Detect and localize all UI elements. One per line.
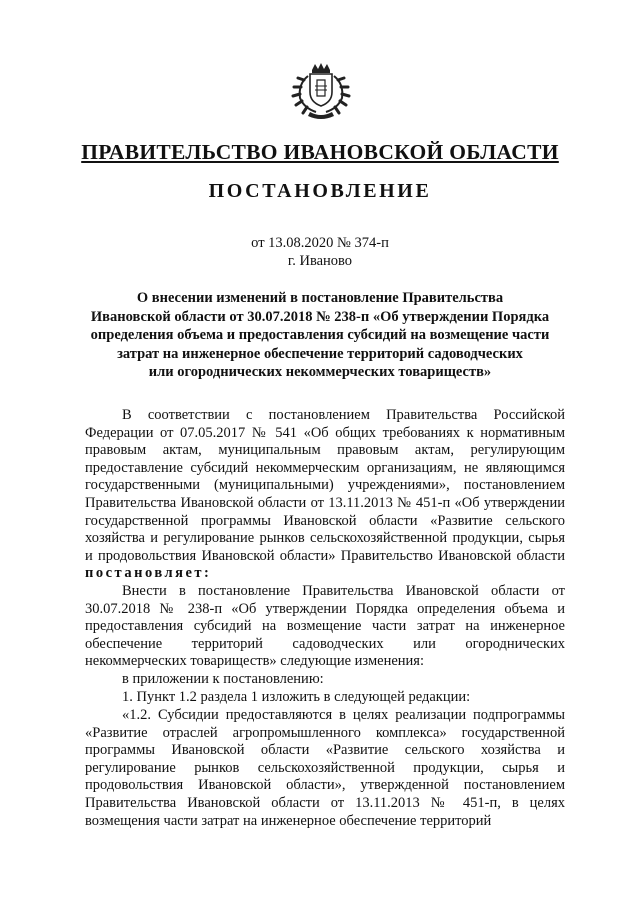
date-number: от 13.08.2020 № 374-п [251,235,389,251]
subject-line: О внесении изменений в постановление Правительства [136,290,504,306]
subject-line: или огороднических некоммерческих товариществ» [148,364,492,381]
coat-of-arms-graphic [290,62,352,120]
preamble-text: В соответствии с постановлением Правительства Российской Федерации от 07.05.2017 № 541 «Об общих требованиях к нормативным правовым актам, муниципальным правовым актам, регулирующим предоставление субсидий некоммерческим организациям, не являющимся государственными (муниципальными) учреждениями», постановлением Правительства Ивановской области от 13.11.2013 № 451-п «Об утверждении государственной программы Ивановской области «Развитие сельского хозяйства и регулирование рынков сельскохозяйственной продукции, сырья и продовольствия Ивановской области» Правительство Ивановской области [85,407,565,564]
subject-line: Ивановской области от 30.07.2018 № 238-п «Об утверждении Порядка [90,308,550,325]
paragraph-clause-1-2: «1.2. Субсидии предоставляются в целях реализации подпрограммы «Развитие отраслей агропромышленного комплекса» государственной программы Ивановской области «Развитие сельского хозяйства и регулирование рынков сельскохозяйственной продукции, сырья и продовольствия Ивановской области», утвержденной постановлением Правительства Ивановской области от 13.11.2013 № 451-п, в целях возмещения части затрат на инженерное обеспечение территорий [85,707,565,829]
paragraph-item-1: 1. Пункт 1.2 раздела 1 изложить в следующей редакции: [122,689,471,705]
subject-line: затрат на инженерное обеспечение территорий садоводческих [117,345,523,362]
coat-of-arms-icon [290,62,352,120]
document-type: ПОСТАНОВЛЕНИЕ [208,180,432,202]
paragraph-amend: Внести в постановление Правительства Ивановской области от 30.07.2018 № 238-п «Об утверждении Порядка определения объема и предоставления субсидий на возмещение части затрат на инженерное обеспечение территорий садоводческих или огороднических некоммерческих товариществ» следующие изменения: [85,583,565,670]
decree-subject [78,289,562,382]
paragraph-preamble [85,407,565,583]
paragraph-appendix: в приложении к постановлению: [122,671,324,687]
resolves-word: постановляет: [85,565,212,582]
government-title: ПРАВИТЕЛЬСТВО ИВАНОВСКОЙ ОБЛАСТИ [81,140,559,164]
subject-line: определения объема и предоставления субсидий на возмещение части [90,327,550,344]
city: г. Иваново [287,253,353,269]
